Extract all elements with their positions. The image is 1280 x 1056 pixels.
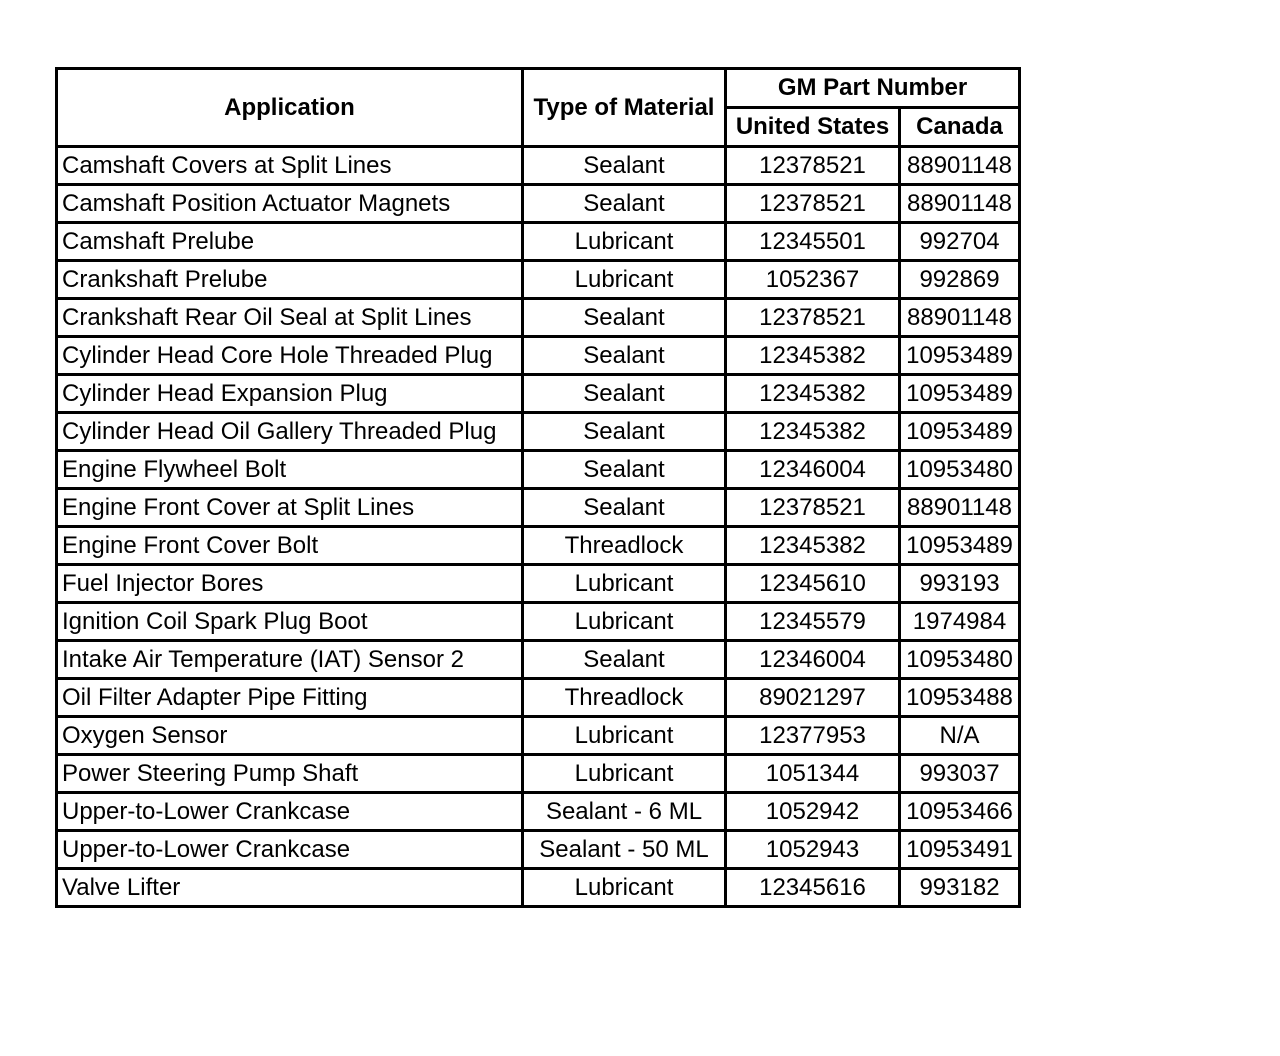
us-part-number-cell: 12378521 [726,185,900,223]
material-type-cell: Lubricant [523,261,726,299]
application-cell: Upper-to-Lower Crankcase [57,793,523,831]
application-cell: Fuel Injector Bores [57,565,523,603]
us-part-number-cell: 12378521 [726,299,900,337]
us-part-number-cell: 1052367 [726,261,900,299]
canada-part-number-cell: 10953466 [900,793,1020,831]
material-type-cell: Sealant [523,451,726,489]
us-part-number-cell: 1051344 [726,755,900,793]
us-part-number-cell: 12378521 [726,489,900,527]
application-cell: Crankshaft Rear Oil Seal at Split Lines [57,299,523,337]
table-row [57,185,1020,223]
application-cell: Oil Filter Adapter Pipe Fitting [57,679,523,717]
application-cell: Camshaft Covers at Split Lines [57,147,523,185]
table-row [57,299,1020,337]
us-part-number-cell: 1052942 [726,793,900,831]
us-part-number-cell: 12346004 [726,451,900,489]
application-cell: Crankshaft Prelube [57,261,523,299]
table-row [57,869,1020,907]
canada-part-number-cell: 993193 [900,565,1020,603]
us-part-number-cell: 12345382 [726,527,900,565]
application-cell: Camshaft Position Actuator Magnets [57,185,523,223]
canada-part-number-cell: 10953480 [900,451,1020,489]
material-type-cell: Sealant [523,185,726,223]
us-part-number-cell: 12345382 [726,375,900,413]
table-row [57,641,1020,679]
application-cell: Engine Front Cover Bolt [57,527,523,565]
material-type-cell: Sealant [523,489,726,527]
material-type-cell: Sealant [523,337,726,375]
application-cell: Power Steering Pump Shaft [57,755,523,793]
table-row [57,337,1020,375]
canada-part-number-cell: 88901148 [900,147,1020,185]
application-cell: Intake Air Temperature (IAT) Sensor 2 [57,641,523,679]
material-type-cell: Lubricant [523,755,726,793]
header-application: Application [57,69,523,147]
table-row [57,451,1020,489]
canada-part-number-cell: 88901148 [900,489,1020,527]
us-part-number-cell: 12378521 [726,147,900,185]
us-part-number-cell: 12345382 [726,337,900,375]
us-part-number-cell: 12377953 [726,717,900,755]
us-part-number-cell: 12345382 [726,413,900,451]
canada-part-number-cell: 1974984 [900,603,1020,641]
material-type-cell: Threadlock [523,679,726,717]
header-canada: Canada [900,108,1020,147]
canada-part-number-cell: 10953488 [900,679,1020,717]
header-type-of-material: Type of Material [523,69,726,147]
parts-table [55,67,1021,908]
table-header [57,69,1020,147]
us-part-number-cell: 12345501 [726,223,900,261]
material-type-cell: Sealant - 50 ML [523,831,726,869]
application-cell: Ignition Coil Spark Plug Boot [57,603,523,641]
header-gm-part-number: GM Part Number [726,69,1020,108]
table-row [57,717,1020,755]
material-type-cell: Lubricant [523,565,726,603]
table-row [57,375,1020,413]
application-cell: Camshaft Prelube [57,223,523,261]
us-part-number-cell: 12346004 [726,641,900,679]
header-row-1 [57,69,1020,108]
application-cell: Cylinder Head Expansion Plug [57,375,523,413]
application-cell: Upper-to-Lower Crankcase [57,831,523,869]
canada-part-number-cell: N/A [900,717,1020,755]
canada-part-number-cell: 993182 [900,869,1020,907]
canada-part-number-cell: 10953489 [900,413,1020,451]
application-cell: Engine Flywheel Bolt [57,451,523,489]
table-row [57,261,1020,299]
material-type-cell: Sealant - 6 ML [523,793,726,831]
table-row [57,565,1020,603]
us-part-number-cell: 12345610 [726,565,900,603]
table-row [57,755,1020,793]
material-type-cell: Threadlock [523,527,726,565]
canada-part-number-cell: 10953480 [900,641,1020,679]
header-united-states: United States [726,108,900,147]
application-cell: Oxygen Sensor [57,717,523,755]
application-cell: Cylinder Head Core Hole Threaded Plug [57,337,523,375]
material-type-cell: Lubricant [523,223,726,261]
canada-part-number-cell: 992869 [900,261,1020,299]
material-type-cell: Lubricant [523,603,726,641]
table-row [57,793,1020,831]
us-part-number-cell: 12345579 [726,603,900,641]
material-type-cell: Sealant [523,147,726,185]
material-type-cell: Sealant [523,413,726,451]
material-type-cell: Sealant [523,299,726,337]
canada-part-number-cell: 10953489 [900,337,1020,375]
canada-part-number-cell: 10953489 [900,375,1020,413]
table-row [57,831,1020,869]
material-type-cell: Sealant [523,375,726,413]
canada-part-number-cell: 88901148 [900,299,1020,337]
canada-part-number-cell: 10953489 [900,527,1020,565]
us-part-number-cell: 89021297 [726,679,900,717]
table-body [57,147,1020,907]
canada-part-number-cell: 993037 [900,755,1020,793]
canada-part-number-cell: 992704 [900,223,1020,261]
canada-part-number-cell: 10953491 [900,831,1020,869]
table-row [57,527,1020,565]
us-part-number-cell: 12345616 [726,869,900,907]
material-type-cell: Lubricant [523,717,726,755]
material-type-cell: Sealant [523,641,726,679]
table-row [57,223,1020,261]
application-cell: Valve Lifter [57,869,523,907]
us-part-number-cell: 1052943 [726,831,900,869]
canada-part-number-cell: 88901148 [900,185,1020,223]
table-row [57,489,1020,527]
material-type-cell: Lubricant [523,869,726,907]
application-cell: Engine Front Cover at Split Lines [57,489,523,527]
application-cell: Cylinder Head Oil Gallery Threaded Plug [57,413,523,451]
table-row [57,603,1020,641]
table-row [57,147,1020,185]
table-row [57,679,1020,717]
table-row [57,413,1020,451]
